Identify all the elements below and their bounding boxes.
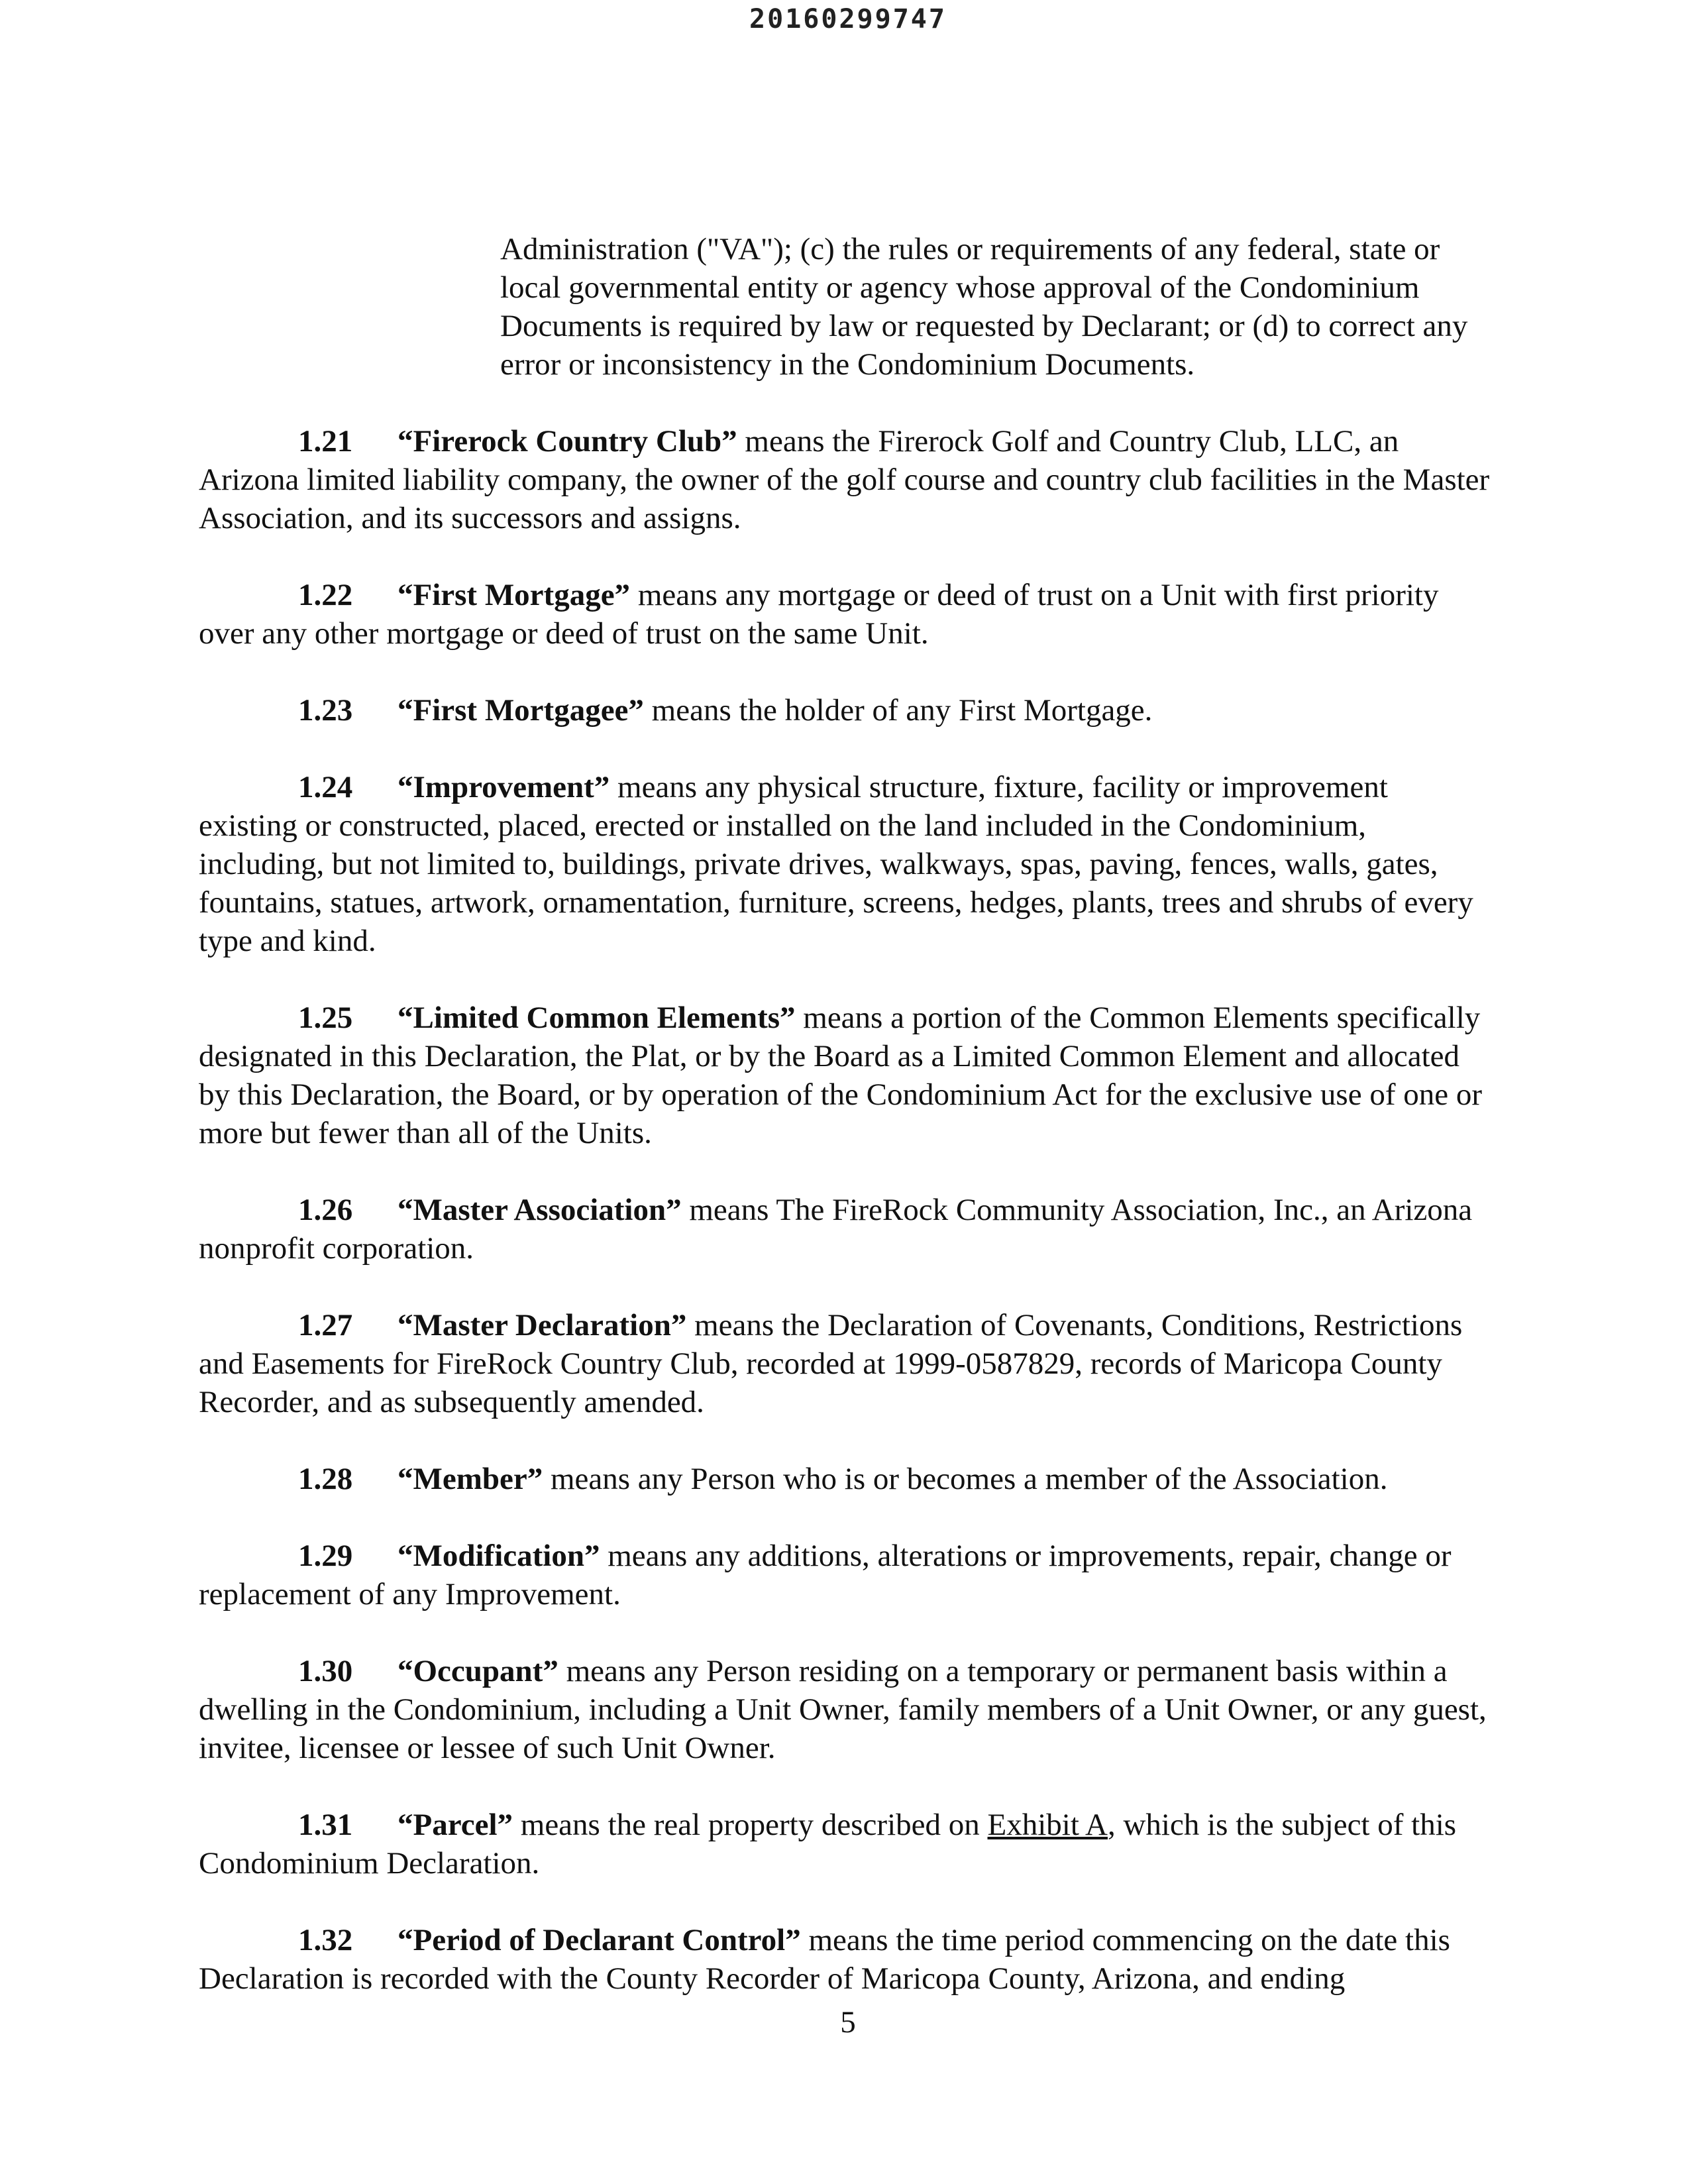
- section-1-23: [199, 691, 1491, 730]
- section-1-26: [199, 1191, 1491, 1268]
- section-1-25: [199, 999, 1491, 1152]
- defined-term: “Limited Common Elements”: [398, 1001, 796, 1035]
- defined-term: “First Mortgagee”: [398, 693, 644, 728]
- section-number: 1.22: [298, 578, 353, 612]
- section-1-27: [199, 1306, 1491, 1421]
- definition-text: means any mortgage or deed of trust on a Unit with first priority over any other mortgage or deed of trust on the same Unit.: [199, 578, 1439, 651]
- defined-term: “Parcel”: [398, 1808, 513, 1842]
- section-1-31: [199, 1806, 1491, 1883]
- defined-term: “Master Association”: [398, 1193, 682, 1227]
- section-number: 1.24: [298, 770, 353, 804]
- definition-text: means The FireRock Community Association, Inc., an Arizona nonprofit corporation.: [199, 1193, 1473, 1266]
- definition-text: , which is the subject of this Condominium Declaration.: [199, 1808, 1457, 1881]
- defined-term: “Modification”: [398, 1539, 600, 1573]
- definition-text: means any Person who is or becomes a member of the Association.: [543, 1462, 1388, 1496]
- section-1-29: [199, 1537, 1491, 1613]
- section-number: 1.30: [298, 1654, 353, 1688]
- section-number: 1.21: [298, 424, 353, 459]
- definition-text: means the real property described on: [513, 1808, 988, 1842]
- section-number: 1.32: [298, 1923, 353, 1957]
- section-number: 1.25: [298, 1001, 353, 1035]
- defined-term: “First Mortgage”: [398, 578, 631, 612]
- defined-term: “Master Declaration”: [398, 1308, 687, 1342]
- section-number: 1.26: [298, 1193, 353, 1227]
- section-1-30: [199, 1652, 1491, 1767]
- section-number: 1.28: [298, 1462, 353, 1496]
- section-number: 1.29: [298, 1539, 353, 1573]
- section-1-24: [199, 768, 1491, 960]
- definition-text: means any physical structure, fixture, facility or improvement existing or constructed, placed, erected or installed on the land included in the Condominium, including, but not limited to, buildings, private drives, walkways, spas, paving, fences, walls, gates, fountains, statues, artwork, ornamentation, furniture, screens, hedges, plants, trees and shrubs of every type and kind.: [199, 770, 1473, 958]
- section-1-28: [199, 1460, 1491, 1498]
- section-1-22: [199, 576, 1491, 653]
- continuation-paragraph: Administration ("VA"); (c) the rules or requirements of any federal, state or local governmental entity or agency whose approval of the Condominium Documents is required by law or requested by Declarant; or (d) to correct any error or inconsistency in the Condominium Documents.: [500, 232, 1468, 382]
- defined-term: “Occupant”: [398, 1654, 558, 1688]
- defined-term: “Firerock Country Club”: [398, 424, 737, 459]
- document-body: [199, 199, 1491, 2036]
- defined-term: “Improvement”: [398, 770, 610, 804]
- section-number: 1.23: [298, 693, 353, 728]
- section-1-32: [199, 1921, 1491, 1998]
- defined-term: “Member”: [398, 1462, 543, 1496]
- definition-text: means a portion of the Common Elements specifically designated in this Declaration, the Plat, or by the Board as a Limited Common Element and allocated by this Declaration, the Board, or by operation of the Condominium Act for the exclusive use of one or more but fewer than all of the Units.: [199, 1001, 1482, 1150]
- definition-text: means the Firerock Golf and Country Club, LLC, an Arizona limited liability company, the owner of the golf course and country club facilities in the Master Association, and its successors and assigns.: [199, 424, 1490, 535]
- section-number: 1.31: [298, 1808, 353, 1842]
- definition-text: means the holder of any First Mortgage.: [643, 693, 1153, 728]
- exhibit-a-reference: Exhibit A: [987, 1808, 1108, 1842]
- section-number: 1.27: [298, 1308, 353, 1342]
- definition-text: means the Declaration of Covenants, Conditions, Restrictions and Easements for FireRock Country Club, recorded at 1999-0587829, records of Maricopa County Recorder, and as subsequently amended.: [199, 1308, 1463, 1419]
- definition-text: means the time period commencing on the date this Declaration is recorded with the County Recorder of Maricopa County, Arizona, and ending: [199, 1923, 1450, 1996]
- definition-text: means any Person residing on a temporary or permanent basis within a dwelling in the Condominium, including a Unit Owner, family members of a Unit Owner, or any guest, invitee, licensee or lessee of such Unit Owner.: [199, 1654, 1487, 1765]
- definition-text: means any additions, alterations or improvements, repair, change or replacement of any Improvement.: [199, 1539, 1452, 1611]
- document-number: 20160299747: [749, 4, 947, 34]
- section-1-21: [199, 422, 1491, 537]
- defined-term: “Period of Declarant Control”: [398, 1923, 801, 1957]
- page-number: 5: [840, 2005, 856, 2040]
